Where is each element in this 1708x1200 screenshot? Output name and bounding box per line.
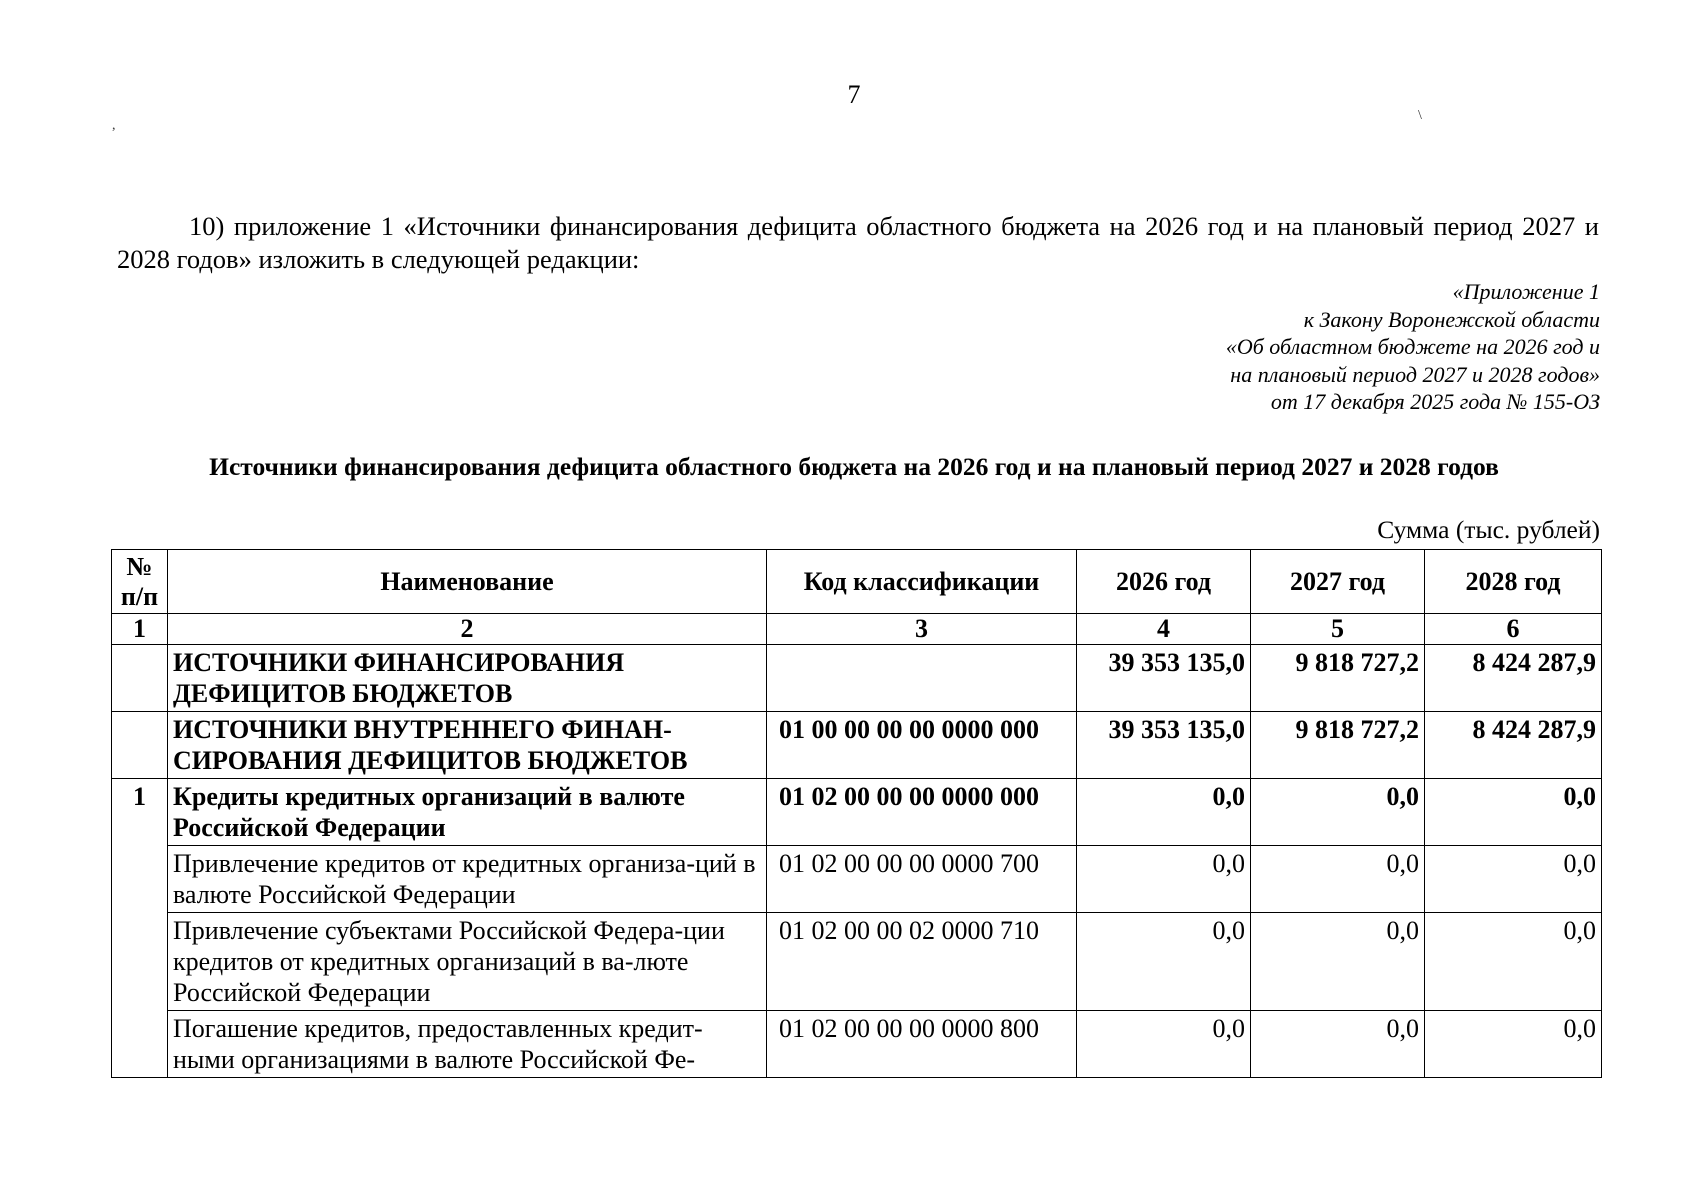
row-amount-2027: 0,0 [1251,779,1425,846]
appendix-note [1226,278,1600,416]
scan-artifact: , [112,118,116,133]
row-code: 01 02 00 00 02 0000 710 [767,913,1077,1011]
row-amount-2027: 9 818 727,2 [1251,645,1425,712]
table-row [112,712,1602,779]
column-number: 5 [1251,614,1425,645]
row-amount-2027: 0,0 [1251,913,1425,1011]
row-name: ИСТОЧНИКИ ФИНАНСИРОВАНИЯ ДЕФИЦИТОВ БЮДЖЕТОВ [168,645,767,712]
row-amount-2028: 8 424 287,9 [1425,645,1602,712]
row-code: 01 02 00 00 00 0000 700 [767,846,1077,913]
header-num: № п/п [112,550,168,614]
intro-paragraph: 10) приложение 1 «Источники финансирования дефицита областного бюджета на 2026 год и на плановый период 2027 и 2028 годов» изложить в следующей редакции: [117,211,1599,274]
row-name: ИСТОЧНИКИ ВНУТРЕННЕГО ФИНАН-СИРОВАНИЯ ДЕФИЦИТОВ БЮДЖЕТОВ [168,712,767,779]
row-amount-2028: 0,0 [1425,846,1602,913]
row-amount-2028: 0,0 [1425,779,1602,846]
row-name: Привлечение субъектами Российской Федера-ции кредитов от кредитных организаций в ва-люте Российской Федерации [168,913,767,1011]
column-number: 3 [767,614,1077,645]
financing-sources-table [111,549,1602,1078]
row-amount-2027: 0,0 [1251,1011,1425,1078]
row-amount-2027: 0,0 [1251,846,1425,913]
appendix-note-line: «Приложение 1 [1452,279,1600,304]
column-number: 1 [112,614,168,645]
row-amount-2026: 0,0 [1077,779,1251,846]
column-number-row [112,614,1602,645]
row-num: 1 [112,779,168,1078]
table-header-row [112,550,1602,614]
row-amount-2026: 0,0 [1077,846,1251,913]
appendix-note-line: «Об областном бюджете на 2026 год и [1225,334,1600,359]
row-amount-2026: 39 353 135,0 [1077,645,1251,712]
table-row [112,846,1602,913]
document-title: Источники финансирования дефицита областного бюджета на 2026 год и на плановый период 2027 и 2028 годов [209,452,1499,481]
table-row [112,779,1602,846]
header-name: Наименование [168,550,767,614]
page-number: 7 [847,80,861,109]
header-2027: 2027 год [1251,550,1425,614]
column-number: 4 [1077,614,1251,645]
row-code: 01 00 00 00 00 0000 000 [767,712,1077,779]
row-amount-2026: 0,0 [1077,913,1251,1011]
row-amount-2026: 0,0 [1077,1011,1251,1078]
column-number: 2 [168,614,767,645]
row-amount-2028: 0,0 [1425,913,1602,1011]
appendix-note-line: на плановый период 2027 и 2028 годов» [1230,361,1600,387]
row-amount-2027: 9 818 727,2 [1251,712,1425,779]
appendix-note-line: от 17 декабря 2025 года № 155-ОЗ [1270,389,1600,414]
row-name: Погашение кредитов, предоставленных кредит-ными организациями в валюте Российской Фе- [168,1011,767,1078]
table-row [112,1011,1602,1078]
row-amount-2028: 0,0 [1425,1011,1602,1078]
row-code: 01 02 00 00 00 0000 800 [767,1011,1077,1078]
row-amount-2028: 8 424 287,9 [1425,712,1602,779]
row-code: 01 02 00 00 00 0000 000 [767,779,1077,846]
table-row [112,913,1602,1011]
row-num [112,712,168,779]
header-2028: 2028 год [1425,550,1602,614]
header-code: Код классификации [767,550,1077,614]
row-name: Привлечение кредитов от кредитных организа-ций в валюте Российской Федерации [168,846,767,913]
units-label: Сумма (тыс. рублей) [1377,515,1600,544]
scan-artifact: \ [1418,108,1422,123]
row-code [767,645,1077,712]
header-2026: 2026 год [1077,550,1251,614]
column-number: 6 [1425,614,1602,645]
row-name: Кредиты кредитных организаций в валюте Российской Федерации [168,779,767,846]
appendix-note-line: к Закону Воронежской области [1303,306,1600,332]
row-amount-2026: 39 353 135,0 [1077,712,1251,779]
table-row [112,645,1602,712]
row-num [112,645,168,712]
